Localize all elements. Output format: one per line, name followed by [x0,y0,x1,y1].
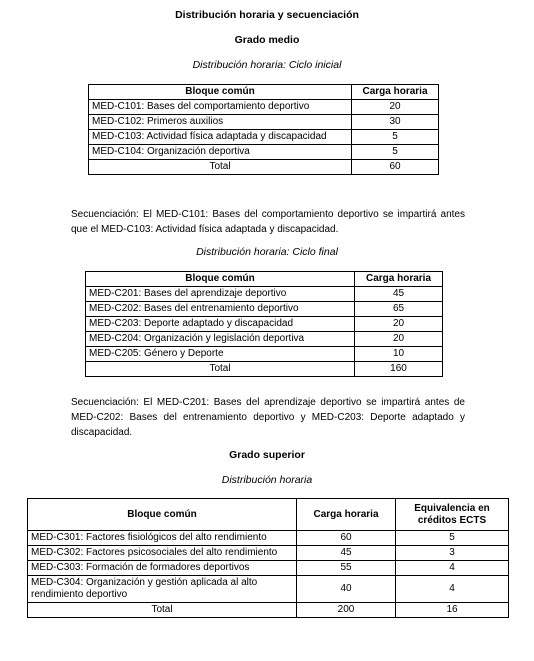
ciclo-inicial-subtitle: Distribución horaria: Ciclo inicial [192,59,342,71]
ects-cell: 4 [396,576,509,603]
horas-cell: 20 [355,332,443,347]
total-label: Total [86,362,355,377]
horas-cell: 30 [352,115,439,130]
table-row [89,100,439,115]
bloque-cell: MED-C301: Factores fisiológicos del alto rendimiento [28,531,297,546]
grado-superior-subtitle: Distribución horaria [221,474,313,486]
bloque-cell: MED-C204: Organización y legislación deportiva [86,332,355,347]
ciclo-final-subtitle: Distribución horaria: Ciclo final [196,246,338,258]
ects-cell: 4 [396,561,509,576]
ciclo-final-table [85,271,443,377]
table-row [28,561,509,576]
column-header: Carga horaria [352,85,439,100]
horas-cell: 20 [355,317,443,332]
total-hours: 200 [297,603,396,618]
table-row [89,145,439,160]
table-row [89,115,439,130]
total-row [28,603,509,618]
grado-superior-heading: Grado superior [229,449,305,461]
table-header-row [28,499,509,531]
table-row [86,332,443,347]
total-row [89,160,439,175]
horas-cell: 60 [297,531,396,546]
table-header-row [89,85,439,100]
horas-cell: 45 [297,546,396,561]
ects-cell: 3 [396,546,509,561]
column-header: Bloque común [28,499,297,531]
total-ects: 16 [396,603,509,618]
total-value: 160 [355,362,443,377]
ciclo-inicial-table [88,84,439,175]
table-header-row [86,272,443,287]
horas-cell: 65 [355,302,443,317]
horas-cell: 10 [355,347,443,362]
bloque-cell: MED-C205: Género y Deporte [86,347,355,362]
bloque-cell: MED-C201: Bases del aprendizaje deportivo [86,287,355,302]
horas-cell: 5 [352,145,439,160]
horas-cell: 55 [297,561,396,576]
total-value: 60 [352,160,439,175]
bloque-cell: MED-C101: Bases del comportamiento deportivo [89,100,352,115]
table-row [89,130,439,145]
horas-cell: 5 [352,130,439,145]
secuenciacion-ciclo-inicial: Secuenciación: El MED-C101: Bases del comportamiento deportivo se impartirá antes que el MED-C103: Actividad física adaptada y discapacidad. [71,209,465,235]
horas-cell: 40 [297,576,396,603]
table-row [28,531,509,546]
bloque-cell: MED-C303: Formación de formadores deportivos [28,561,297,576]
table-row [28,546,509,561]
column-header: Equivalencia en créditos ECTS [396,499,509,531]
document-title: Distribución horaria y secuenciación [175,9,359,21]
column-header: Bloque común [89,85,352,100]
column-header: Carga horaria [297,499,396,531]
table-row [86,317,443,332]
bloque-cell: MED-C103: Actividad física adaptada y discapacidad [89,130,352,145]
table-row [86,347,443,362]
bloque-cell: MED-C202: Bases del entrenamiento deportivo [86,302,355,317]
total-label: Total [89,160,352,175]
column-header: Bloque común [86,272,355,287]
horas-cell: 20 [352,100,439,115]
horas-cell: 45 [355,287,443,302]
total-row [86,362,443,377]
bloque-cell: MED-C104: Organización deportiva [89,145,352,160]
grado-medio-heading: Grado medio [234,34,300,46]
column-header: Carga horaria [355,272,443,287]
secuenciacion-ciclo-final: Secuenciación: El MED-C201: Bases del aprendizaje deportivo se impartirá antes de MED-C202: Bases del entrenamiento deportivo y MED-C203: Deporte adaptado y discapacidad. [71,397,465,438]
bloque-cell: MED-C302: Factores psicosociales del alto rendimiento [28,546,297,561]
table-row [86,302,443,317]
bloque-cell: MED-C304: Organización y gestión aplicada al alto rendimiento deportivo [28,576,297,603]
total-label: Total [28,603,297,618]
table-row [86,287,443,302]
grado-superior-table [27,498,509,618]
bloque-cell: MED-C203: Deporte adaptado y discapacidad [86,317,355,332]
bloque-cell: MED-C102: Primeros auxilios [89,115,352,130]
table-row [28,576,509,603]
ects-cell: 5 [396,531,509,546]
